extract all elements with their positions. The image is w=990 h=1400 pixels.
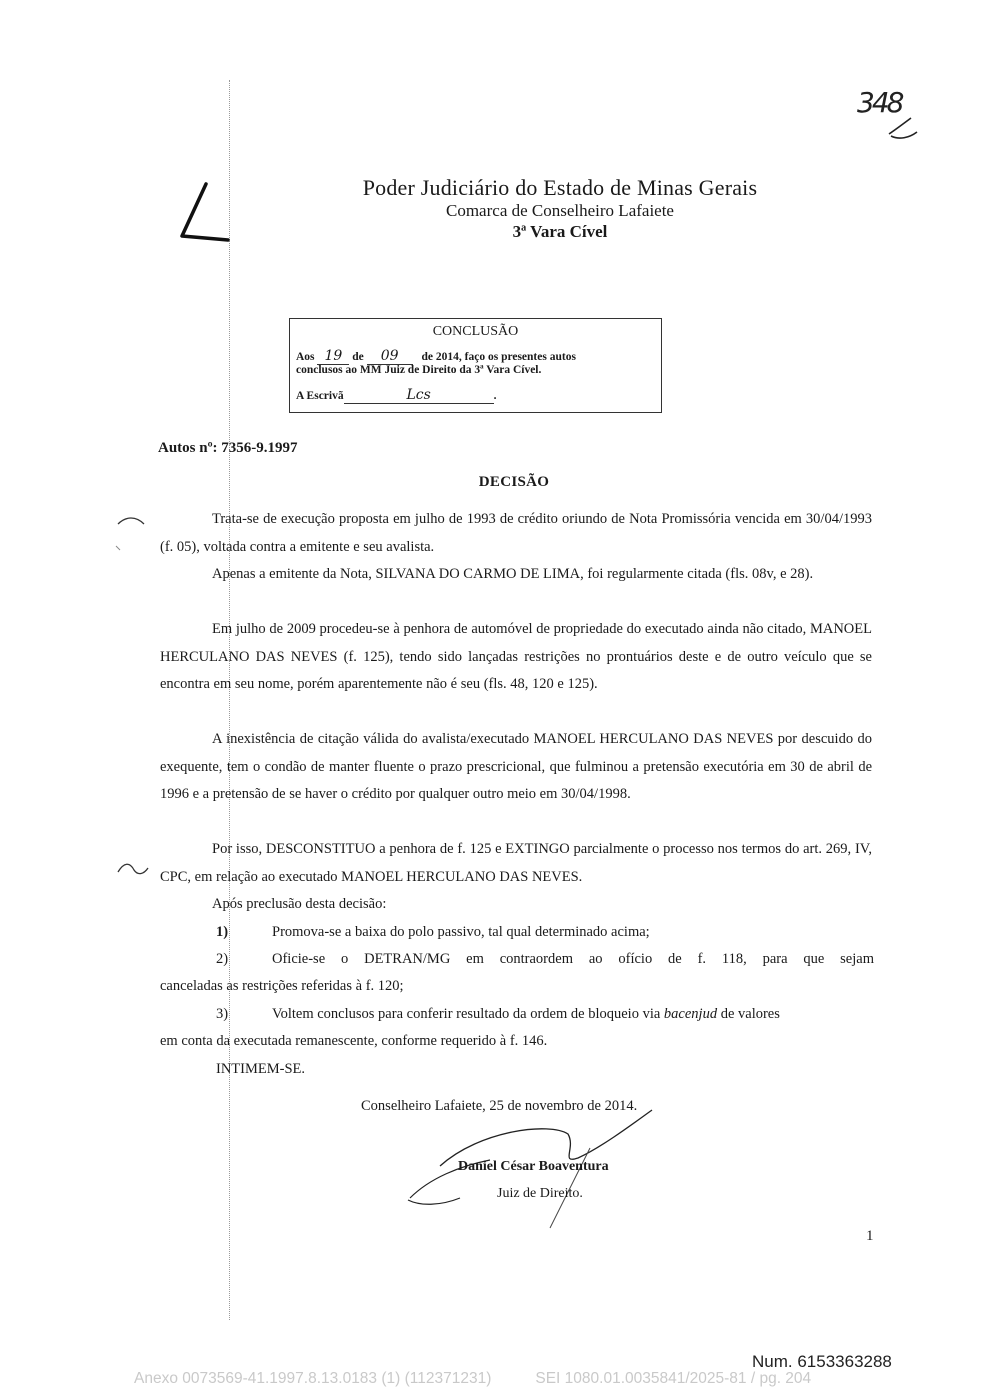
document-title: DECISÃO [478,474,550,490]
court-header [300,175,820,243]
conclusao-line-3: A Escrivã Lcs . [296,387,497,403]
item-3-number: 3) [216,1006,229,1022]
conclusao-month: 09 [367,348,413,365]
place-date: Conselheiro Lafaiete, 25 de novembro de 2014. [361,1098,638,1114]
document-num-stamp: Num. 6153363288 [752,1352,892,1371]
signature-scribble-icon [400,1108,680,1248]
paragraph-5: Por isso, DESCONSTITUO a penhora de f. 125 e EXTINGO parcialmente o processo nos termos do art. 269, IV, CPC, em relação ao executado MANOEL HERCULANO DAS NEVES. [160,841,872,885]
signature-role: Juiz de Direito. [497,1186,583,1201]
item-3-text: Voltem conclusos para conferir resultado da ordem de bloqueio via bacenjud de valores [272,1006,780,1022]
court-name: Poder Judiciário do Estado de Minas Gerais [362,175,758,200]
item-2-text: Oficie-se o DETRAN/MG em contraordem ao ofício de f. 118, para que sejam [272,951,874,967]
paragraph-4: A inexistência de citação válida do avalista/executado MANOEL HERCULANO DAS NEVES por descuido do exequente, tem o condão de manter fluente o prazo prescricional, que fulminou a pretensão executória em 30 de abril de 1996 e a pretensão de se haver o crédito por qualquer outro meio em 30/04/1998. [160,731,872,802]
conclusao-line-2: conclusos ao MM Juiz de Direito da 3ª Vara Cível. [296,364,542,376]
item-2-number: 2) [216,951,229,967]
item-1-text: Promova-se a baixa do polo passivo, tal qual determinado acima; [272,924,650,940]
page-number: 1 [866,1228,874,1244]
handwritten-l-icon [168,178,238,248]
signature-name: Daniel César Boaventura [458,1159,609,1174]
footer-watermark [134,1370,811,1388]
scan-fold-line [229,80,230,1320]
folio-number: 348 [857,86,902,119]
footer-annex: Anexo 0073569-41.1997.8.13.0183 (1) (112371231) [134,1370,492,1387]
margin-mark-icon [112,510,152,570]
conclusao-title: CONCLUSÃO [432,324,519,339]
paragraph-6: Após preclusão desta decisão: [212,896,387,912]
folio-scribble-icon [855,86,935,156]
conclusao-line-1: Aos 19 de 09 de 2014, faço os presentes autos [296,348,576,364]
item-3-text-cont: em conta da executada remanescente, conforme requerido à f. 146. [160,1033,548,1049]
margin-mark-icon-2 [114,858,154,888]
folio-stamp [855,86,935,156]
footer-sei: SEI 1080.01.0035841/2025-81 / pg. 204 [535,1370,812,1387]
closing: INTIMEM-SE. [216,1061,306,1077]
item-1-number: 1) [216,924,229,940]
autos-number: Autos nº: 7356-9.1997 [158,440,298,456]
conclusao-box [289,318,662,413]
item-2-text-cont: canceladas as restrições referidas à f. 120; [160,978,404,994]
conclusao-day: 19 [317,348,349,365]
handwritten-mark [168,178,238,248]
paragraph-1: Trata-se de execução proposta em julho de 1993 de crédito oriundo de Nota Promissória vencida em 30/04/1993 (f. 05), voltada contra a emitente e seu avalista. [160,511,872,555]
paragraph-3: Em julho de 2009 procedeu-se à penhora de automóvel de propriedade do executado ainda não citado, MANOEL HERCULANO DAS NEVES (f. 125), tendo sido lançadas restrições no prontuários deste e de outro veículo que se encontra em seu nome, porém aparentemente não é seu (fls. 48, 120 e 125). [160,621,872,692]
comarca: Comarca de Conselheiro Lafaiete [446,201,674,220]
escriva-signature: Lcs [344,387,494,404]
paragraph-2: Apenas a emitente da Nota, SILVANA DO CARMO DE LIMA, foi regularmente citada (fls. 08v, e 28). [212,566,814,582]
vara: 3ª Vara Cível [512,222,608,241]
